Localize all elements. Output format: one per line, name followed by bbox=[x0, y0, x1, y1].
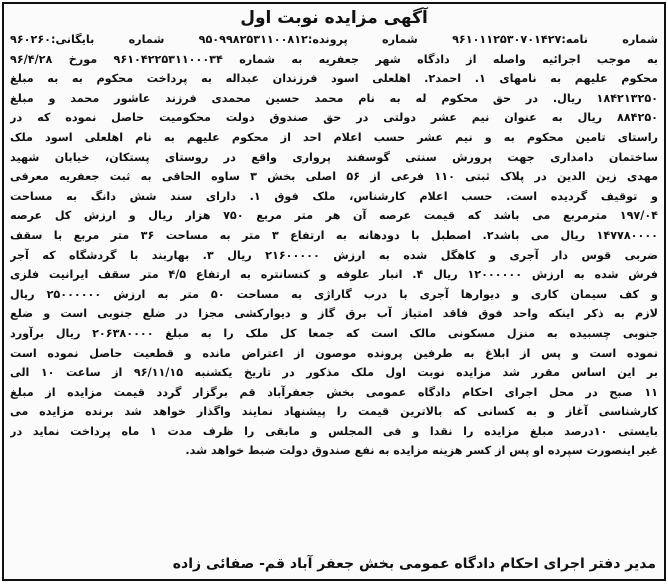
notice-line: بایستی ۱۰درصد مبلغ مزایده را نقدا و فی المجلس و مابقی را ظرف مدت ۱ ماه پرداخت نماید در bbox=[10, 424, 658, 438]
notice-line: لازم به ذکر اینکه واحد فوق فاقد امتیاز آب برق گاز و دیوارکشی مجزا در ضلع جنوبی است و ضلع bbox=[10, 307, 658, 321]
notice-title: آگهی مزایده نوبت اول bbox=[240, 8, 428, 28]
notice-line: به موجب اجرائیه واصله از دادگاه شهر جعفریه به شماره ۹۶۱۰۴۲۲۵۳۱۱۰۰۰۳۴ مورخ ۹۶/۴/۲۸ bbox=[10, 52, 658, 66]
notice-signature: مدیر دفتر اجرای احکام دادگاه عمومی بخش جعفر آباد قم- صفائی زاده bbox=[172, 556, 656, 572]
notice-line: نموده است و پس از ابلاغ به طرفین پرونده موصون از اعتراض مانده و قطعیت حاصل نموده است bbox=[10, 346, 658, 360]
notice-line: و توقیف گردیده است. حسب اعلام کارشناس، ملک فوق ۱. دارای سند شش دانگ به مساحت bbox=[10, 189, 658, 203]
notice-line: ۱۱ صبح در محل اجرای احکام دادگاه عمومی بخش جعفرآباد قم برگزار گردد قیمت مزایده از مبلغ bbox=[10, 385, 658, 399]
notice-body bbox=[10, 30, 658, 461]
notice-line: محکوم علیهم به نامهای ۱. احمد۲. اهلعلی اسود فرزندان عبداله به پرداخت محکوم به به مبلغ bbox=[10, 72, 658, 86]
notice-line: راستای تامین محکوم به و نیم عشر حسب اعلام احد از محکوم علیهم به نام اهلعلی اسود ملک bbox=[10, 130, 658, 144]
notice-line: ۱۸۴۲۱۳۲۵۰ ریال. در حق محکوم له به نام محمد حسین محمدی فرزند عاشور محمد و مبلغ bbox=[10, 91, 658, 105]
notice-line: ۱۹۷/۰۴ مترمربع می باشد که قیمت عرصه آن هر متر مربع ۷۵۰ هزار ریال و ارزش کل عرصه bbox=[10, 209, 658, 223]
notice-line: غیر اینصورت سپرده او پس از کسر هزینه مزایده به نفع صندوق دولت ضبط خواهد شد. bbox=[185, 444, 658, 458]
notice-line: ساختمان دامداری جهت پرورش سنتی گوسفند پرواری واقع در روستای پستکان، خیابان شهید bbox=[10, 150, 658, 164]
notice-line: و کف سیمان کاری و دیوارها آجری با درب گاراژی به مساحت ۵۰ متر به ارزش ۲۵۰۰۰۰۰۰ ریال bbox=[10, 287, 658, 301]
notice-line: جنوبی چسبیده به منزل مسکونی مالک است که جمعا کل ملک را به مبلغ ۲۰۶۳۸۰۰۰۰ ریال برآورد bbox=[10, 326, 658, 340]
notice-line: بر این اساس مقرر شد مزایده نوبت اول ملک مذکور در تاریخ یکشنبه ۹۶/۱۱/۱۵ از ساعت ۱۰ الی bbox=[10, 366, 658, 380]
notice-line: ۸۸۴۲۵۰ ریال به عنوان نیم عشر دولتی در حق صندوق دولت محکومیت حاصل نموده که در bbox=[10, 111, 658, 125]
notice-line: کارشناسی آغاز و به کسانی که بالاترین قیمت را پیشنهاد نمایند واگذار خواهد شد برنده مزایده می bbox=[10, 405, 658, 419]
notice-line: ۱۴۷۷۸۰۰۰۰ ریال می باشد۲. اصطبل با دودهانه به ارتفاع ۳ متر به مساحت ۳۶ متر مربع با سقف bbox=[10, 228, 658, 242]
notice-line: فرش شده به ارزش ۱۲۰۰۰۰۰۰ ریال ۴. انبار علوفه و کنسانتره به ارتفاع ۴/۵ متر سقف ایرانیت فلزی bbox=[10, 268, 658, 282]
notice-line: شماره نامه:۹۶۱۰۱۱۲۵۳۰۷۰۱۴۲۷ شماره پرونده:۹۵۰۹۹۸۲۵۳۱۱۰۰۸۱۲ شماره بایگانی:۹۶۰۲۶۰ bbox=[10, 33, 658, 46]
notice-line: ضربی قوس دار آجری و کاهگل شده به ارزش ۲۱۶۰۰۰۰۰ ریال ۳. بهاربند با گردشگاه که آجر bbox=[10, 248, 658, 262]
notice-line: مهدی زین الدین در پلاک ثبتی ۱۱۰ فرعی از ۵۶ اصلی بخش ۳ ساوه الحاقی به ثبت جعفریه معرفی bbox=[10, 170, 658, 184]
auction-notice bbox=[2, 2, 666, 581]
